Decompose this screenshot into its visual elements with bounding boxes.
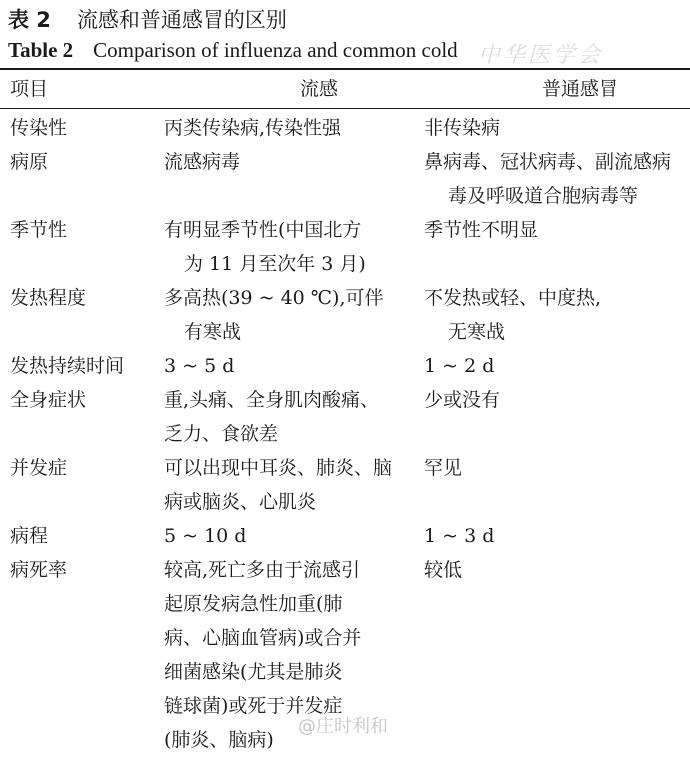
cold-cell-line: 较低 [424, 559, 463, 581]
flu-cell-line: 多高热(39 ~ 40 ℃),可伴 [164, 287, 384, 309]
cold-cell-line: 1 ~ 3 d [424, 525, 495, 547]
cold-cell [424, 349, 494, 383]
cold-cell-line: 1 ~ 2 d [424, 355, 495, 377]
row-item-label: 发热持续时间 [10, 355, 125, 377]
flu-cell-line: (肺炎、脑病) [164, 729, 274, 751]
cold-cell [424, 111, 500, 145]
flu-cell [164, 519, 246, 553]
table-title-en: Comparison of influenza and common cold [93, 38, 458, 62]
flu-cell-line: 乏力、食欲差 [164, 423, 279, 445]
watermark-logo: 中华医学会 [478, 43, 604, 68]
flu-cell-line: 5 ~ 10 d [164, 525, 247, 547]
flu-cell-line: 3 ~ 5 d [164, 355, 235, 377]
cold-cell-line: 无寒战 [448, 321, 506, 343]
flu-cell-line: 链球菌)或死于并发症 [164, 695, 343, 717]
flu-cell-line: 有寒战 [184, 321, 242, 343]
row-item-label: 病死率 [10, 559, 68, 581]
row-item-label: 发热程度 [10, 287, 87, 309]
cold-cell [424, 553, 462, 587]
row-item-label: 病程 [10, 525, 49, 547]
flu-cell [164, 451, 392, 519]
table-header-rule [0, 108, 690, 109]
flu-cell [164, 281, 384, 349]
row-item-label: 并发症 [10, 457, 68, 479]
table-top-rule [0, 68, 690, 70]
flu-cell [164, 111, 341, 145]
flu-cell-line: 细菌感染(尤其是肺炎 [164, 661, 343, 683]
flu-cell-line: 较高,死亡多由于流感引 [164, 559, 361, 581]
table-label-zh: 表 2 [8, 8, 51, 32]
cold-cell [424, 383, 500, 417]
flu-cell-line: 可以出现中耳炎、肺炎、脑 [164, 457, 393, 479]
table-title-zh: 流感和普通感冒的区别 [76, 8, 287, 32]
flu-cell-line: 流感病毒 [164, 151, 241, 173]
cold-cell-line: 少或没有 [424, 389, 501, 411]
flu-cell-line: 病、心脑血管病)或合并 [164, 627, 362, 649]
flu-cell-line: 有明显季节性(中国北方 [164, 219, 362, 241]
cold-cell [424, 281, 601, 349]
cold-cell [424, 145, 671, 213]
column-header-item: 项目 [10, 78, 49, 100]
table-caption-zh [8, 4, 287, 34]
flu-cell [164, 213, 366, 281]
table-label-en: Table 2 [8, 38, 74, 62]
flu-cell [164, 349, 234, 383]
flu-cell-line: 重,头痛、全身肌肉酸痛、 [164, 389, 380, 411]
cold-cell-line: 季节性不明显 [424, 219, 539, 241]
flu-cell [164, 145, 240, 179]
row-item-label: 病原 [10, 151, 49, 173]
row-item-label: 传染性 [10, 117, 68, 139]
flu-cell-line: 丙类传染病,传染性强 [164, 117, 342, 139]
column-header-flu: 流感 [300, 78, 339, 100]
cold-cell-line: 鼻病毒、冠状病毒、副流感病 [424, 151, 672, 173]
cold-cell-line: 毒及呼吸道合胞病毒等 [448, 185, 639, 207]
flu-cell-line: 起原发病急性加重(肺 [164, 593, 343, 615]
cold-cell-line: 不发热或轻、中度热, [424, 287, 602, 309]
table-caption-en [8, 38, 458, 63]
row-item-label: 全身症状 [10, 389, 87, 411]
flu-cell [164, 383, 379, 451]
cold-cell [424, 451, 462, 485]
cold-cell-line: 罕见 [424, 457, 463, 479]
row-item-label: 季节性 [10, 219, 68, 241]
cold-cell-line: 非传染病 [424, 117, 501, 139]
cold-cell [424, 519, 494, 553]
flu-cell-line: 病或脑炎、心肌炎 [164, 491, 317, 513]
flu-cell-line: 为 11 月至次年 3 月) [184, 253, 366, 275]
column-header-cold: 普通感冒 [542, 78, 619, 100]
watermark-author: @庄时利和 [298, 716, 388, 737]
cold-cell [424, 213, 538, 247]
